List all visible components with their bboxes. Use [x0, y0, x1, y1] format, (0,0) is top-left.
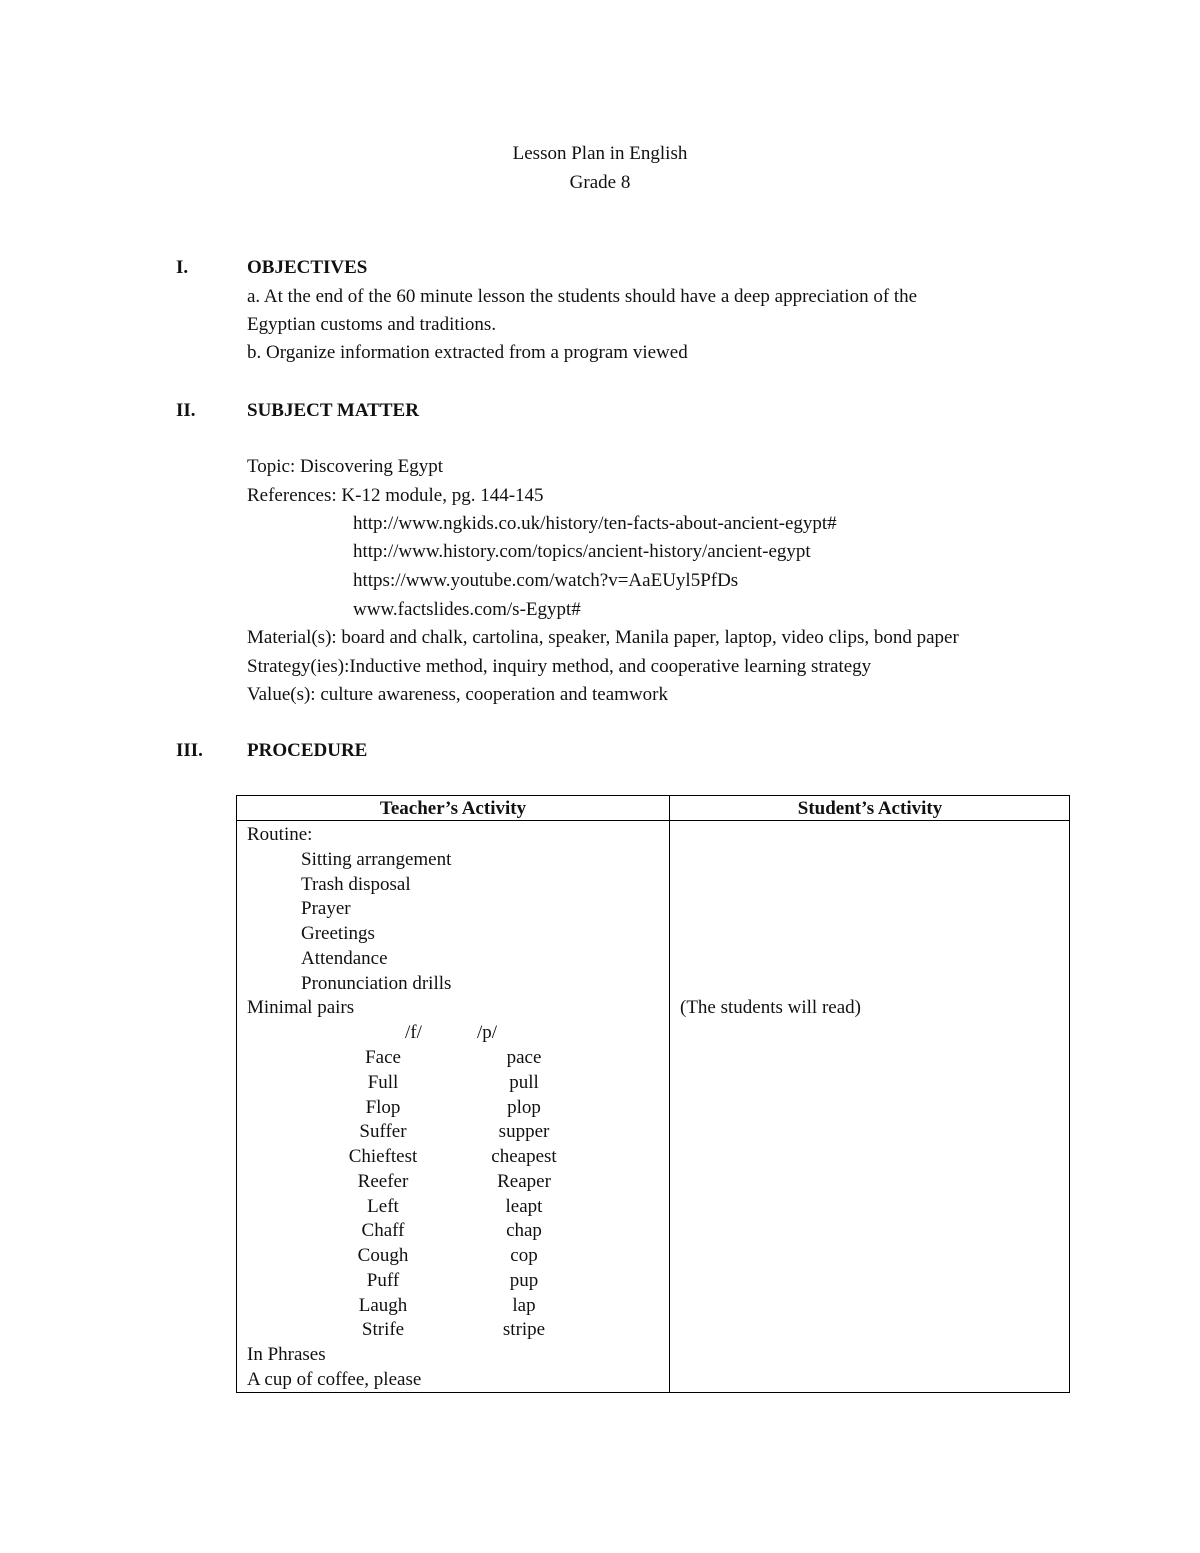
pair-header-p: /p/: [477, 1022, 498, 1043]
pair-word-p: plop: [507, 1097, 541, 1118]
reference-link[interactable]: http://www.ngkids.co.uk/history/ten-facts-about-ancient-egypt#: [353, 513, 837, 534]
pair-word-f: Full: [367, 1072, 399, 1093]
grade-label: Grade 8: [569, 172, 631, 193]
pair-word-p: cop: [510, 1245, 538, 1266]
pair-word-f: Flop: [365, 1097, 401, 1118]
pair-word-p: supper: [498, 1121, 550, 1142]
materials-line: Material(s): board and chalk, cartolina, speaker, Manila paper, laptop, video clips, bond paper: [247, 627, 959, 648]
pair-word-f: Puff: [366, 1270, 400, 1291]
pair-word-p: stripe: [502, 1319, 546, 1340]
pair-word-p: leapt: [505, 1196, 543, 1217]
section-heading-procedure: PROCEDURE: [247, 740, 368, 761]
section-heading-subject-matter: SUBJECT MATTER: [247, 400, 419, 421]
routine-label: Routine:: [247, 824, 313, 845]
pair-word-f: Suffer: [359, 1121, 407, 1142]
objective-line: a. At the end of the 60 minute lesson the students should have a deep appreciation of the: [247, 286, 918, 307]
pair-word-f: Left: [367, 1196, 399, 1217]
section-heading-objectives: OBJECTIVES: [247, 257, 368, 278]
pair-word-f: Chaff: [361, 1220, 405, 1241]
document-title: Lesson Plan in English: [512, 143, 688, 164]
phrases-label: In Phrases: [247, 1344, 326, 1365]
table-header-student: Student’s Activity: [797, 798, 943, 819]
phrase-line: A cup of coffee, please: [247, 1369, 422, 1390]
table-header-teacher: Teacher’s Activity: [379, 798, 527, 819]
reference-link[interactable]: http://www.history.com/topics/ancient-history/ancient-egypt: [353, 541, 811, 562]
pair-header-f: /f/: [405, 1022, 422, 1043]
pair-word-f: Face: [365, 1047, 401, 1068]
pair-word-p: cheapest: [491, 1146, 557, 1167]
pair-word-p: lap: [512, 1295, 536, 1316]
minimal-pairs-label: Minimal pairs: [247, 997, 355, 1018]
student-note: (The students will read): [680, 997, 861, 1018]
pair-word-f: Laugh: [358, 1295, 408, 1316]
pair-word-f: Cough: [357, 1245, 409, 1266]
pair-word-f: Strife: [361, 1319, 405, 1340]
objective-line: Egyptian customs and traditions.: [247, 314, 497, 335]
values-line: Value(s): culture awareness, cooperation and teamwork: [247, 684, 668, 705]
pair-word-p: pace: [506, 1047, 542, 1068]
reference-link[interactable]: www.factslides.com/s-Egypt#: [353, 599, 581, 620]
pair-word-p: chap: [506, 1220, 542, 1241]
topic-line: Topic: Discovering Egypt: [247, 456, 444, 477]
pair-word-p: pull: [509, 1072, 539, 1093]
routine-item: Prayer: [301, 898, 351, 919]
pair-word-p: pup: [509, 1270, 539, 1291]
table-column-divider: [669, 796, 670, 1392]
routine-item: Sitting arrangement: [301, 849, 452, 870]
routine-item: Pronunciation drills: [301, 973, 452, 994]
routine-item: Greetings: [301, 923, 375, 944]
pair-word-p: Reaper: [497, 1171, 551, 1192]
section-number-objectives: I.: [176, 257, 189, 278]
references-line: References: K-12 module, pg. 144-145: [247, 485, 544, 506]
strategies-line: Strategy(ies):Inductive method, inquiry method, and cooperative learning strategy: [247, 656, 872, 677]
pair-word-f: Chieftest: [348, 1146, 418, 1167]
routine-item: Trash disposal: [301, 874, 411, 895]
objective-line: b. Organize information extracted from a program viewed: [247, 342, 688, 363]
procedure-table: [236, 795, 1070, 1393]
reference-link[interactable]: https://www.youtube.com/watch?v=AaEUyl5PfDs: [353, 570, 739, 591]
pair-word-f: Reefer: [357, 1171, 409, 1192]
section-number-subject-matter: II.: [176, 400, 196, 421]
routine-item: Attendance: [301, 948, 388, 969]
section-number-procedure: III.: [176, 740, 203, 761]
